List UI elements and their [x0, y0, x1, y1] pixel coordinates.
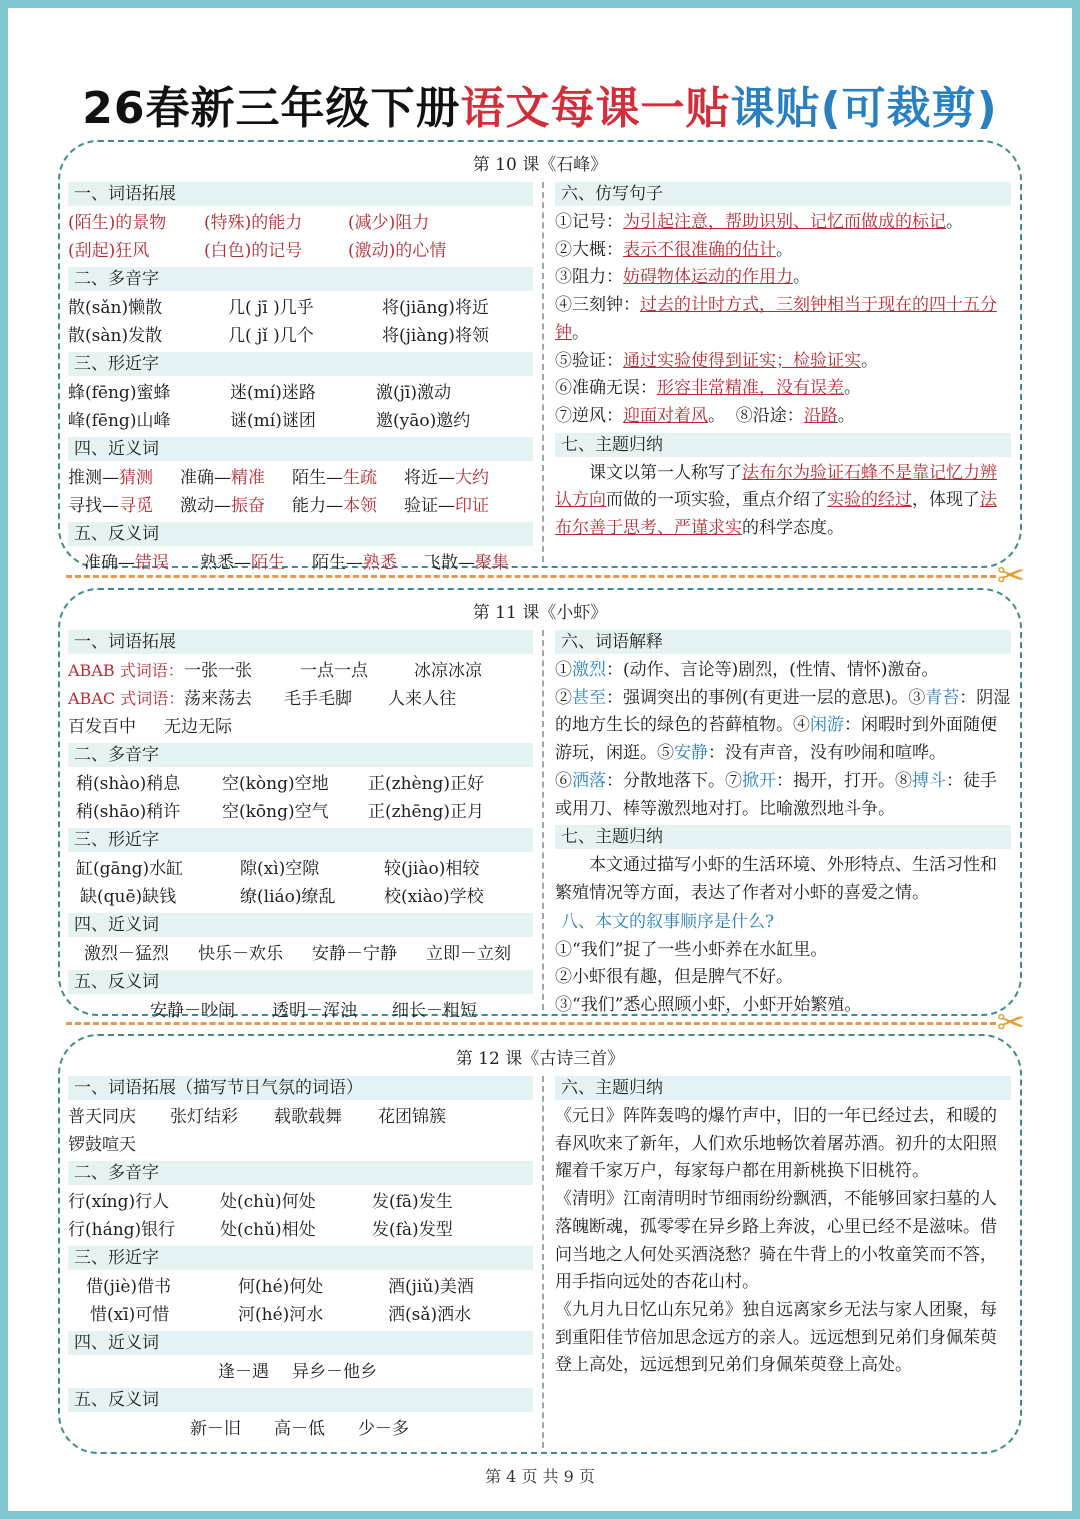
list-item: 寻找—寻觅 激动—振奋 能力—本领 验证—印证 [68, 496, 489, 516]
column-divider [542, 182, 544, 562]
lesson11-left-col [68, 628, 533, 1025]
section-heading: 六、主题归纳 [555, 1076, 1011, 1100]
section-heading: 七、主题归纳 [555, 433, 1011, 457]
list-item: 借(jiè)借书 何(hé)何处 酒(jiǔ)美酒 [86, 1277, 474, 1297]
list-item: 百发百中 无边无际 [68, 717, 232, 737]
cut-line [66, 1022, 996, 1025]
section-heading: 三、形近字 [68, 352, 533, 376]
list-item: ⑤验证：通过实验使得到证实；检验证实。 [555, 350, 878, 371]
cut-line [66, 575, 996, 578]
section-heading: 三、形近字 [68, 1246, 533, 1270]
lesson10-right-col [555, 180, 1011, 543]
summary-text: 本文通过描写小虾的生活环境、外形特点、生活习性和繁殖情况等方面，表达了作者对小虾的喜爱之情。 [555, 855, 997, 903]
list-item: 锣鼓喧天 [68, 1135, 136, 1155]
section-heading: 五、反义词 [68, 1388, 533, 1412]
list-item: ABAB 式词语： 一张一张 一点一点 冰凉冰凉 [68, 661, 482, 681]
page-number: 第 4 页 共 9 页 [485, 1467, 595, 1486]
list-item: 稍(shāo)稍许 空(kōng)空气 正(zhēng)正月 [76, 802, 485, 822]
list-item: 普天同庆 张灯结彩 载歌载舞 花团锦簇 [68, 1107, 446, 1127]
list-item: 行(háng)银行 处(chǔ)相处 发(fà)发型 [68, 1220, 453, 1240]
list-item: 散(sàn)发散 几( jǐ )几个 将(jiàng)将领 [68, 326, 489, 346]
list-item: 缸(gāng)水缸 隙(xì)空隙 较(jiào)相较 [76, 859, 480, 879]
section-heading: 一、词语拓展 [68, 182, 533, 206]
scissors-icon: ✂ [996, 1003, 1026, 1043]
poem-summary: 《清明》江南清明时节细雨纷纷飘洒，不能够回家扫墓的人落魄断魂，孤零零在异乡路上奔波，心里已经不是滋味。借问当地之人何处买酒浇愁？骑在牛背上的小牧童笑而不答，用手指向远处的杏花山村。 [555, 1189, 997, 1293]
list-item: ①“我们”捉了一些小虾养在水缸里。 [555, 939, 828, 960]
list-item: 蜂(fēng)蜜蜂 迷(mí)迷路 激(jī)激动 [68, 383, 451, 403]
section-heading: 四、近义词 [68, 437, 533, 461]
section-heading: 三、形近字 [68, 828, 533, 852]
section-heading: 六、词语解释 [555, 630, 1011, 654]
list-item: ②大概：表示不很准确的估计。 [555, 239, 793, 260]
list-item: (刮起)狂风 (白色)的记号 (激动)的心情 [68, 241, 447, 261]
section-heading: 一、词语拓展 [68, 630, 533, 654]
list-item: 推测—猜测 准确—精准 陌生—生疏 将近—大约 [68, 468, 489, 488]
lesson11-title: 第 11 课《小虾》 [472, 603, 608, 623]
lesson10-card [58, 140, 1022, 573]
list-item: 峰(fēng)山峰 谜(mí)谜团 邀(yāo)邀约 [68, 411, 471, 431]
list-item: ①记号：为引起注意，帮助识别、记忆而做成的标记。 [555, 212, 963, 232]
list-item: ③“我们”悉心照顾小虾，小虾开始繁殖。 [555, 995, 862, 1016]
lesson10-title: 第 10 课《石峰》 [472, 155, 608, 175]
lesson12-right-col [555, 1074, 1011, 1380]
poem-summary: 《九月九日忆山东兄弟》独自远离家乡无法与家人团聚，每到重阳佳节倍加思念远方的亲人。远远想到兄弟们身佩茱萸登上高处，远远想到兄弟们身佩茱萸登上高处。 [555, 1299, 997, 1376]
list-item: ⑦逆风：迎面对着风。 ⑧沿途：沿路。 [555, 405, 855, 426]
list-item: 新－旧 高－低 少－多 [190, 1419, 409, 1439]
lesson10-left-col [68, 180, 533, 577]
section-heading: 四、近义词 [68, 913, 533, 937]
section-heading: 二、多音字 [68, 1161, 533, 1185]
list-item: ⑥准确无误：形容非常精准，没有误差。 [555, 378, 861, 399]
lesson11-right-col [555, 628, 1011, 1020]
summary-text: 课文以第一人称写了法布尔为验证石蜂不是靠记忆力辨认方向而做的一项实验，重点介绍了实验的经过，体现了法布尔善于思考、严谨求实的科学态度。 [555, 462, 997, 539]
list-item: 安静－吵闹 透明－浑浊 细长－粗短 [150, 1001, 477, 1021]
lesson12-title: 第 12 课《古诗三首》 [455, 1049, 625, 1069]
section-heading: 七、主题归纳 [555, 825, 1011, 849]
list-item: ②小虾很有趣，但是脾气不好。 [555, 967, 793, 988]
lesson12-card [58, 1034, 1022, 1454]
list-item: ③阻力：妨碍物体运动的作用力。 [555, 267, 810, 288]
poem-summary: 《元日》阵阵轰鸣的爆竹声中，旧的一年已经过去，和暖的春风吹来了新年，人们欢乐地畅饮着屠苏酒。初升的太阳照耀着千家万户，每家每户都在用新桃换下旧桃符。 [555, 1106, 997, 1182]
section-heading: 五、反义词 [68, 522, 533, 546]
list-item: ④三刻钟：过去的计时方式，三刻钟相当于现在的四十五分钟。 [555, 295, 997, 343]
section-heading: 二、多音字 [68, 267, 533, 291]
lesson12-left-col [68, 1074, 533, 1443]
list-item: 准确—错误 熟悉—陌生 陌生—熟悉 飞散—聚集 [84, 553, 509, 573]
list-item: 稍(shào)稍息 空(kòng)空地 正(zhèng)正好 [76, 774, 485, 794]
column-divider [542, 630, 544, 1010]
section-heading: 五、反义词 [68, 970, 533, 994]
list-item: 缺(quē)缺钱 缭(liáo)缭乱 校(xiào)学校 [80, 887, 484, 907]
section-heading: 八、本文的叙事顺序是什么? [561, 911, 775, 932]
list-item: 散(sǎn)懒散 几( jī )几乎 将(jiāng)将近 [68, 298, 489, 318]
column-divider [542, 1076, 544, 1448]
section-heading: 二、多音字 [68, 743, 533, 767]
definitions-text: ①激烈：(动作、言论等)剧烈，(性情、情怀)激奋。 ②甚至：强调突出的事例(有更进一层的意思)。③青苔：阴湿的地方生长的绿色的苔藓植物。④闲游：闲暇时到外面随便游玩，闲逛。⑤安静：没有声音，没有吵闹和喧哗。 ⑥洒落：分散地落下。⑦掀开：揭开，打开。⑧搏斗：徒手或用刀、棒等激烈地对打。比喻激烈地斗争。 [555, 660, 1011, 819]
section-heading: 四、近义词 [68, 1331, 533, 1355]
list-item: ABAC 式词语： 荡来荡去 毛手毛脚 人来人往 [68, 689, 456, 709]
list-item: (陌生)的景物 (特殊)的能力 (减少)阻力 [68, 213, 430, 233]
section-heading: 一、词语拓展（描写节日气氛的词语） [68, 1076, 533, 1100]
scissors-icon: ✂ [996, 556, 1026, 596]
list-item: 行(xíng)行人 处(chù)何处 发(fā)发生 [68, 1192, 453, 1212]
lesson11-card [58, 588, 1022, 1021]
list-item: 激烈－猛烈 快乐－欢乐 安静－宁静 立即－立刻 [84, 944, 511, 964]
list-item: 惜(xī)可惜 河(hé)河水 洒(sǎ)洒水 [90, 1305, 472, 1325]
section-heading: 六、仿写句子 [555, 182, 1011, 206]
list-item: 逢－遇 异乡－他乡 [218, 1362, 377, 1382]
page-title: 26春新三年级下册语文每课一贴课贴(可裁剪) [82, 83, 998, 134]
